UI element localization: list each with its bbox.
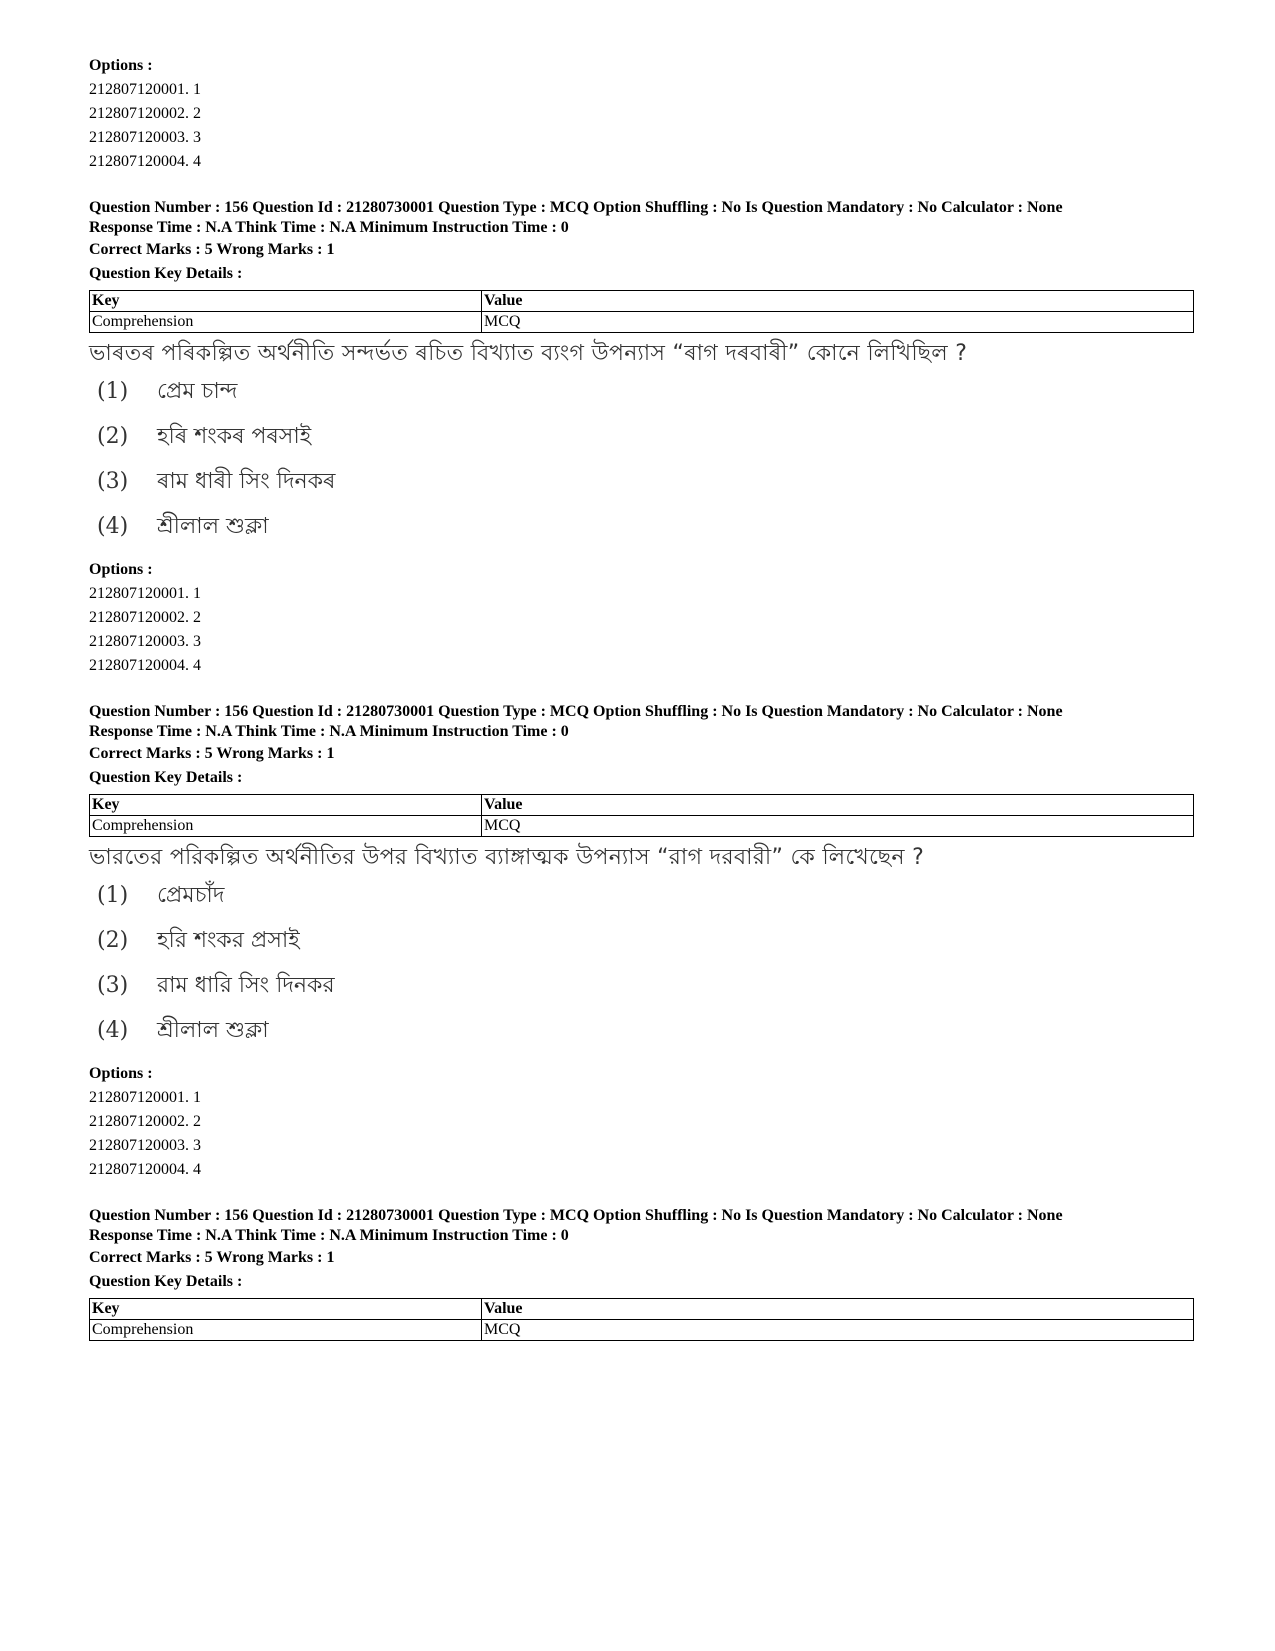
answer-option: [89, 504, 1194, 549]
question-marks: Correct Marks : 5 Wrong Marks : 1: [89, 745, 335, 762]
option-line: 212807120002. 2: [89, 105, 201, 122]
options-label: Options :: [89, 1065, 153, 1082]
table-header-value: Value: [482, 795, 1194, 816]
question-header: Question Number : 156 Question Id : 21280730001 Question Type : MCQ Option Shuffling : No Is Question Mandatory : No Calculator : None: [89, 199, 1063, 216]
table-header-key: Key: [90, 1299, 482, 1320]
option-number: (4): [97, 1018, 129, 1043]
question-marks: Correct Marks : 5 Wrong Marks : 1: [89, 1249, 335, 1266]
table-row: [90, 816, 1194, 837]
key-details-table: [89, 794, 1194, 837]
table-row: [90, 795, 1194, 816]
options-block-1: [89, 54, 1194, 174]
options-block-3: [89, 1062, 1194, 1182]
option-number: (3): [97, 973, 129, 998]
option-number: (4): [97, 514, 129, 539]
table-cell-value: MCQ: [482, 816, 1194, 837]
option-text: প্রেমচাঁদ: [157, 883, 225, 908]
options-block-2: [89, 558, 1194, 678]
question-timing: Response Time : N.A Think Time : N.A Minimum Instruction Time : 0: [89, 723, 569, 740]
option-line: 212807120001. 1: [89, 81, 201, 98]
question-assamese: [89, 339, 1194, 549]
table-header-value: Value: [482, 291, 1194, 312]
option-text: রাম ধারি সিং দিনকর: [157, 973, 335, 998]
option-line: 212807120001. 1: [89, 585, 201, 602]
answer-option: [89, 963, 1194, 1008]
option-line: 212807120002. 2: [89, 1113, 201, 1130]
question-stem: ভাৰতৰ পৰিকল্পিত অৰ্থনীতি সন্দৰ্ভত ৰচিত বিখ্যাত ব্যংগ উপন্যাস “ৰাগ দৰবাৰী” কোনে লিখিছিল ?: [89, 341, 968, 366]
option-line: 212807120003. 3: [89, 129, 201, 146]
table-header-key: Key: [90, 795, 482, 816]
option-text: ৰাম ধাৰী সিং দিনকৰ: [157, 469, 336, 494]
question-timing: Response Time : N.A Think Time : N.A Minimum Instruction Time : 0: [89, 1227, 569, 1244]
option-text: প্ৰেম চান্দ: [157, 379, 238, 404]
option-text: হরি শংকর প্রসাই: [157, 928, 300, 953]
option-line: 212807120003. 3: [89, 633, 201, 650]
question-block-3: [89, 1206, 1194, 1341]
option-line: 212807120004. 4: [89, 657, 201, 674]
option-text: হৰি শংকৰ পৰসাই: [157, 424, 312, 449]
table-header-key: Key: [90, 291, 482, 312]
question-stem: ভারতের পরিকল্পিত অর্থনীতির উপর বিখ্যাত ব্যাঙ্গাত্মক উপন্যাস “রাগ দরবারী” কে লিখেছেন ?: [89, 845, 925, 870]
table-cell-key: Comprehension: [90, 312, 482, 333]
table-cell-value: MCQ: [482, 312, 1194, 333]
answer-option: [89, 369, 1194, 414]
question-block-1: [89, 198, 1194, 549]
option-number: (2): [97, 424, 129, 449]
answer-option: [89, 873, 1194, 918]
question-header: Question Number : 156 Question Id : 21280730001 Question Type : MCQ Option Shuffling : No Is Question Mandatory : No Calculator : None: [89, 1207, 1063, 1224]
question-marks: Correct Marks : 5 Wrong Marks : 1: [89, 241, 335, 258]
option-line: 212807120002. 2: [89, 609, 201, 626]
option-line: 212807120003. 3: [89, 1137, 201, 1154]
option-number: (3): [97, 469, 129, 494]
question-bengali: [89, 843, 1194, 1053]
question-block-2: [89, 702, 1194, 1053]
table-cell-value: MCQ: [482, 1320, 1194, 1341]
answer-option: [89, 918, 1194, 963]
key-details-table: [89, 1298, 1194, 1341]
table-row: [90, 312, 1194, 333]
key-details-label: Question Key Details :: [89, 265, 243, 282]
table-cell-key: Comprehension: [90, 816, 482, 837]
key-details-label: Question Key Details :: [89, 1273, 243, 1290]
option-number: (2): [97, 928, 129, 953]
key-details-label: Question Key Details :: [89, 769, 243, 786]
option-text: শ্ৰীলাল শুক্লা: [157, 514, 269, 539]
option-number: (1): [97, 883, 129, 908]
table-cell-key: Comprehension: [90, 1320, 482, 1341]
option-line: 212807120004. 4: [89, 153, 201, 170]
key-details-table: [89, 290, 1194, 333]
answer-option: [89, 459, 1194, 504]
options-label: Options :: [89, 57, 153, 74]
options-label: Options :: [89, 561, 153, 578]
table-row: [90, 291, 1194, 312]
question-timing: Response Time : N.A Think Time : N.A Minimum Instruction Time : 0: [89, 219, 569, 236]
option-line: 212807120001. 1: [89, 1089, 201, 1106]
question-header: Question Number : 156 Question Id : 21280730001 Question Type : MCQ Option Shuffling : No Is Question Mandatory : No Calculator : None: [89, 703, 1063, 720]
option-number: (1): [97, 379, 129, 404]
table-row: [90, 1320, 1194, 1341]
option-line: 212807120004. 4: [89, 1161, 201, 1178]
answer-option: [89, 414, 1194, 459]
table-header-value: Value: [482, 1299, 1194, 1320]
answer-option: [89, 1008, 1194, 1053]
table-row: [90, 1299, 1194, 1320]
option-text: শ্রীলাল শুক্লা: [157, 1018, 269, 1043]
